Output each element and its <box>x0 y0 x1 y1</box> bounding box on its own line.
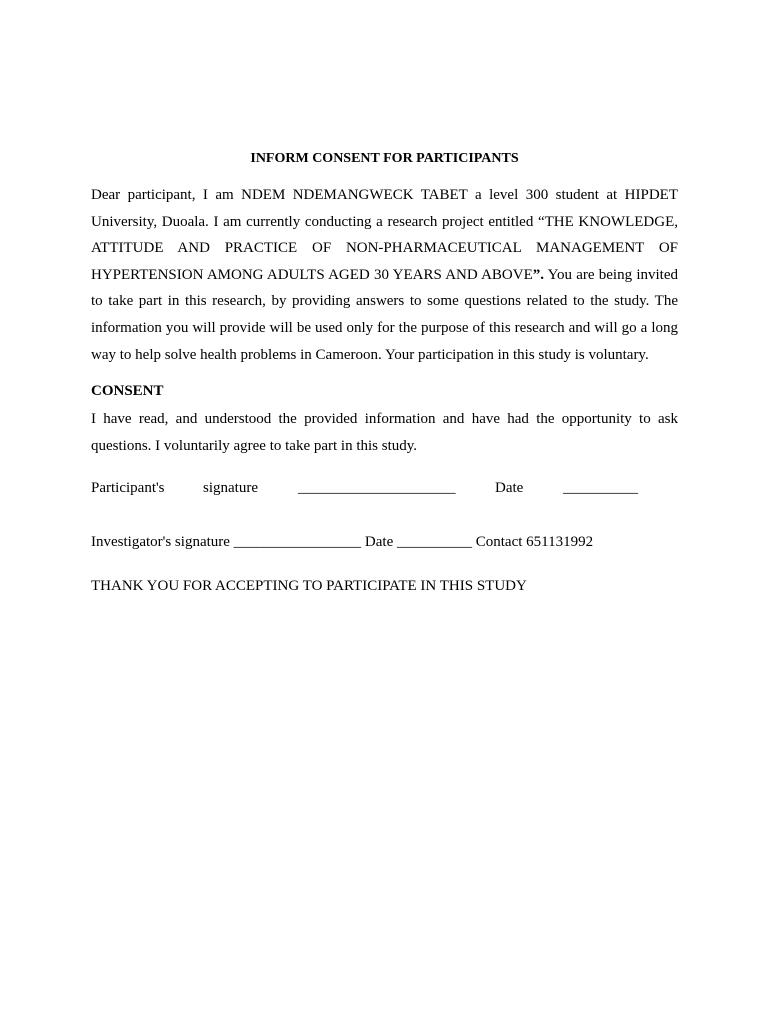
thank-you-note: THANK YOU FOR ACCEPTING TO PARTICIPATE IN THIS STUDY <box>91 578 527 595</box>
consent-heading: CONSENT <box>91 383 164 400</box>
participant-signature-row <box>91 477 678 499</box>
participant-date-line: __________ <box>563 480 638 497</box>
investigator-signature-row <box>91 531 678 553</box>
document-title: INFORM CONSENT FOR PARTICIPANTS <box>250 151 519 166</box>
intro-text-part1: Dear participant, I am NDEM NDEMANGWECK TABET a level 300 student at HIPDET University, Duoala. I am currently conducting a research project entitled “THE KNOWLEDGE, ATTITUDE AND PRACTICE OF NON-PHARMACEUTICAL MANAGEMENT OF HYPERTENSION AMONG ADULTS AGED 30 YEARS AND ABOVE <box>91 187 678 283</box>
intro-paragraph <box>91 182 678 368</box>
participant-label: Participant's <box>91 480 165 497</box>
intro-emphasis: ”. <box>532 266 545 283</box>
intro-text-part2: You are being invited to take part in this research, by providing answers to some questions related to the study. The information you will provide will be used only for the purpose of this research and will go a long way to help solve health problems in Cameroon. Your participation in this study is voluntary. <box>91 266 678 363</box>
participant-date-label: Date <box>495 480 524 497</box>
document-content <box>91 150 678 597</box>
investigator-signature-text: Investigator's signature _________________ Date __________ Contact 651131992 <box>91 534 594 551</box>
signature-label: signature <box>203 480 258 497</box>
consent-statement: I have read, and understood the provided information and have had the opportunity to ask questions. I voluntarily agree to take part in this study. <box>91 411 678 454</box>
participant-signature-line: _____________________ <box>298 480 456 497</box>
